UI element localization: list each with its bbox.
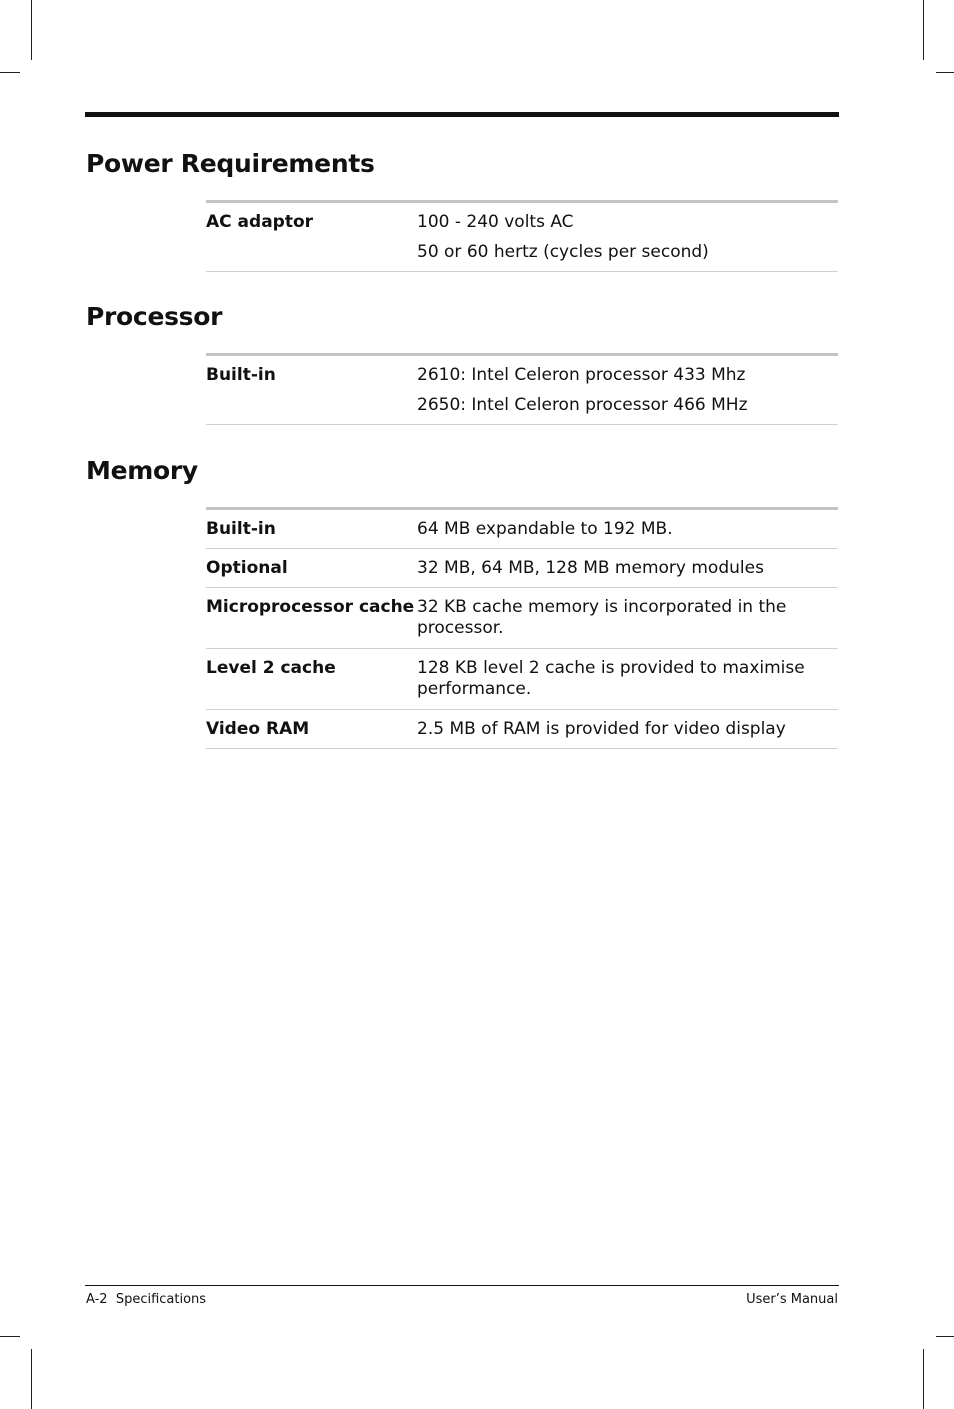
crop-mark — [923, 0, 924, 60]
crop-mark — [31, 0, 32, 60]
crop-mark — [923, 1349, 924, 1409]
crop-mark — [936, 1336, 954, 1337]
crop-mark — [936, 72, 954, 73]
spec-label: Video RAM — [206, 719, 310, 739]
spec-row — [206, 649, 838, 710]
spec-value: 100 - 240 volts AC — [417, 212, 574, 232]
spec-row — [206, 356, 838, 425]
footer-rule — [85, 1285, 839, 1286]
spec-value: 64 MB expandable to 192 MB. — [417, 519, 673, 539]
spec-value: 32 KB cache memory is incorporated in the processor. — [417, 597, 787, 638]
crop-mark — [0, 72, 20, 73]
spec-value: 32 MB, 64 MB, 128 MB memory modules — [417, 558, 764, 578]
spec-value: 128 KB level 2 cache is provided to maximise performance. — [417, 658, 805, 699]
spec-label: Optional — [206, 558, 288, 578]
header-rule — [85, 112, 839, 117]
footer-manual-label: User’s Manual — [746, 1292, 838, 1307]
section-heading-power: Power Requirements — [86, 149, 375, 178]
spec-values — [417, 519, 838, 539]
section-heading-processor: Processor — [86, 302, 223, 331]
crop-mark — [0, 1336, 20, 1337]
spec-table-power — [206, 200, 838, 272]
spec-values — [417, 558, 838, 578]
spec-value: 2610: Intel Celeron processor 433 Mhz — [417, 365, 746, 385]
footer-page-label: A-2 Specifications — [86, 1292, 207, 1307]
spec-values — [417, 658, 838, 700]
section-heading-memory: Memory — [86, 456, 198, 485]
spec-value: 2650: Intel Celeron processor 466 MHz — [417, 395, 748, 415]
spec-label: Microprocessor cache — [206, 597, 415, 617]
crop-mark — [31, 1349, 32, 1409]
spec-value: 50 or 60 hertz (cycles per second) — [417, 242, 709, 262]
spec-label: AC adaptor — [206, 212, 314, 232]
spec-label: Built-in — [206, 365, 276, 385]
spec-table-memory — [206, 507, 838, 749]
spec-values — [417, 719, 838, 739]
spec-value: 2.5 MB of RAM is provided for video display — [417, 719, 786, 739]
spec-row — [206, 203, 838, 272]
spec-values — [417, 365, 838, 415]
spec-row — [206, 588, 838, 649]
spec-row — [206, 710, 838, 749]
spec-label: Built-in — [206, 519, 276, 539]
spec-values — [417, 597, 838, 639]
spec-label: Level 2 cache — [206, 658, 336, 678]
spec-row — [206, 549, 838, 588]
spec-row — [206, 510, 838, 549]
spec-values — [417, 212, 838, 262]
spec-table-processor — [206, 353, 838, 425]
